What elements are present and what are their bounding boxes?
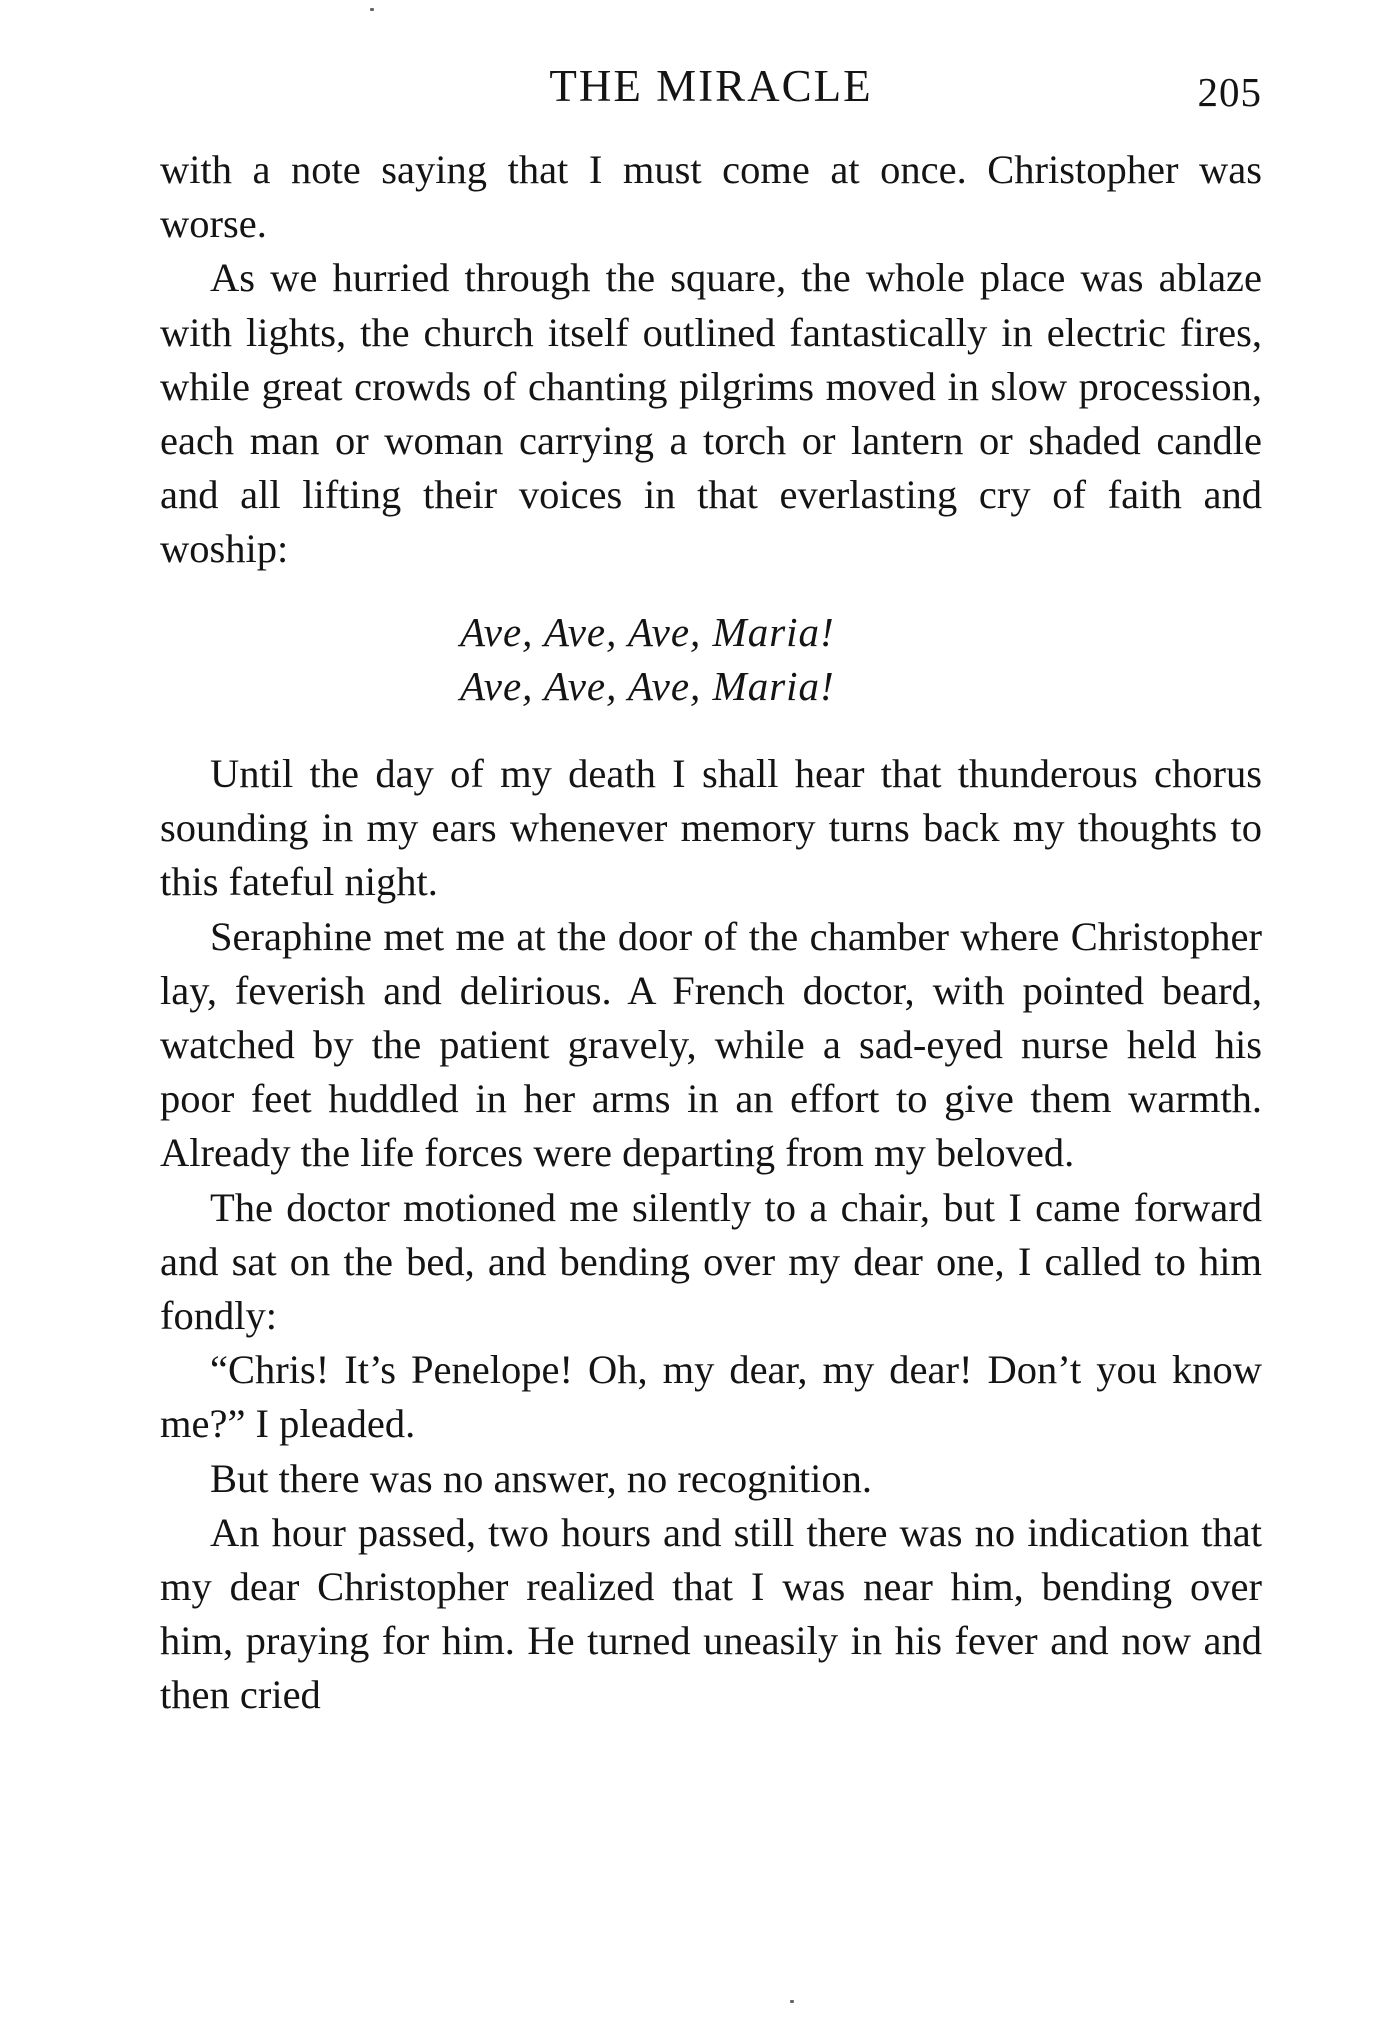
paragraph: with a note saying that I must come at once. Christopher was worse. (160, 147, 1262, 247)
paragraph: The doctor motioned me silently to a chair, but I came forward and sat on the bed, and bending over my dear one, I called to him fondly: (160, 1184, 1262, 1339)
page-number: 205 (1197, 69, 1262, 115)
paragraph: An hour passed, two hours and still there was no indication that my dear Christopher realized that I was near him, bending over him, praying for him. He turned uneasily in his fever and now and then cried (160, 1509, 1262, 1718)
verse-line: Ave, Ave, Ave, Maria! (460, 662, 835, 709)
running-title: THE MIRACLE (549, 61, 873, 111)
verse-block (460, 605, 1262, 713)
paragraph: “Chris! It’s Penelope! Oh, my dear, my dear! Don’t you know me?” I pleaded. (160, 1347, 1262, 1447)
scan-speck (790, 2000, 794, 2003)
paragraph: Seraphine met me at the door of the chamber where Christopher lay, feverish and delirious. A French doctor, with pointed beard, watched by the patient gravely, while a sad-eyed nurse held his poor feet huddled in her arms in an effort to give them warmth. Already the life forces were departing from my beloved. (160, 913, 1262, 1176)
paragraph: As we hurried through the square, the whole place was ablaze with lights, the church itself outlined fantastically in electric fires, while great crowds of chanting pilgrims moved in slow procession, each man or woman carrying a torch or lantern or shaded candle and all lifting their voices in that everlasting cry of faith and woship: (160, 255, 1262, 572)
scan-speck (370, 8, 374, 11)
body-text (160, 143, 1262, 1723)
paragraph: Until the day of my death I shall hear that thunderous chorus sounding in my ears whenever memory turns back my thoughts to this fateful night. (160, 751, 1262, 905)
verse-line: Ave, Ave, Ave, Maria! (460, 608, 835, 655)
page-header (160, 60, 1262, 120)
paragraph: But there was no answer, no recognition. (210, 1455, 872, 1501)
